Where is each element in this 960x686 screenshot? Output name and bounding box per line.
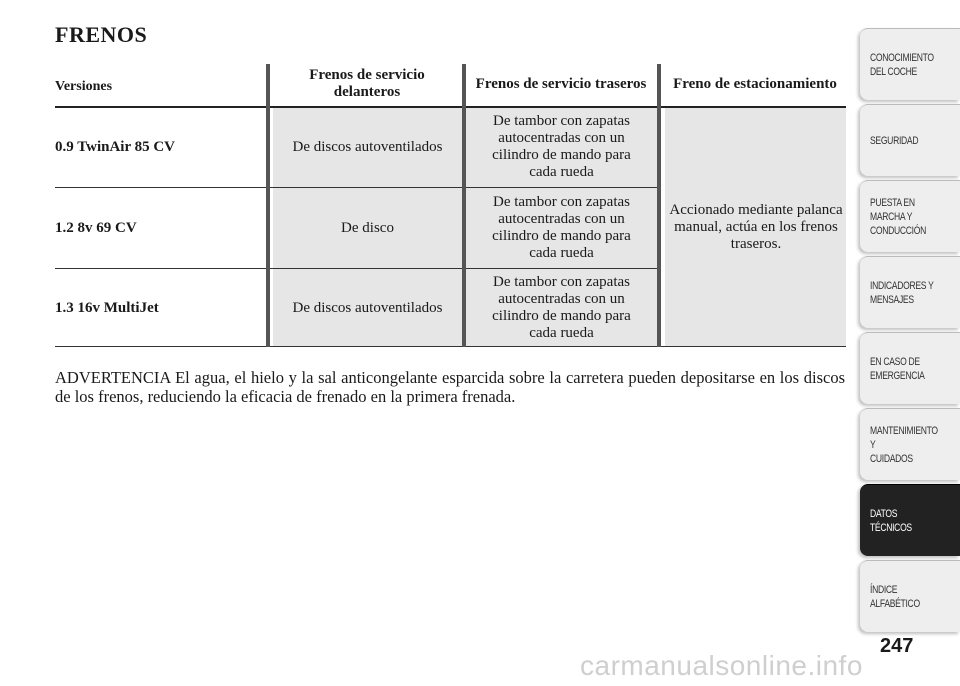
tab-indicadores[interactable] xyxy=(860,256,960,328)
row-rear-brake: De tambor con zapatas autocentradas con un cilindro de mando para cada rueda xyxy=(492,113,631,180)
tab-label: DATOS TÉCNICOS xyxy=(870,507,912,534)
row-version: 1.2 8v 69 CV xyxy=(55,219,137,236)
column-divider xyxy=(657,64,661,347)
tab-conocimiento[interactable] xyxy=(860,28,960,100)
tab-label: EN CASO DE EMERGENCIA xyxy=(870,355,925,382)
page-title: FRENOS xyxy=(55,22,148,47)
tab-seguridad[interactable] xyxy=(860,104,960,176)
warning-text: ADVERTENCIA El agua, el hielo y la sal anticongelante esparcida sobre la carretera pueden depositarse en los discos de los frenos, reduciendo la eficacia de frenado en la primera frenada. xyxy=(55,368,845,406)
row-front-brake: De discos autoventilados xyxy=(292,138,443,155)
header-front: Frenos de servicio delanteros xyxy=(309,67,425,100)
page-number: 247 xyxy=(880,635,914,657)
row-version: 0.9 TwinAir 85 CV xyxy=(55,138,176,155)
watermark: carmanualsonline.info xyxy=(580,650,863,681)
tab-indice[interactable] xyxy=(860,560,960,632)
tab-label: SEGURIDAD xyxy=(870,134,919,147)
tab-emergencia[interactable] xyxy=(860,332,960,404)
header-rear: Frenos de servicio traseros xyxy=(475,75,647,92)
tab-mantenimiento[interactable] xyxy=(860,408,960,480)
row-rear-brake: De tambor con zapatas autocentradas con un cilindro de mando para cada rueda xyxy=(492,274,631,341)
tab-label: PUESTA EN MARCHA Y CONDUCCIÓN xyxy=(870,196,926,237)
tab-label: ÍNDICE ALFABÉTICO xyxy=(870,583,920,610)
column-divider xyxy=(266,64,270,347)
column-divider xyxy=(462,64,466,347)
tab-puesta-en-marcha[interactable] xyxy=(860,180,960,252)
header-versions: Versiones xyxy=(55,78,113,94)
row-front-brake: De discos autoventilados xyxy=(292,299,443,316)
table-bottom-line xyxy=(55,346,846,347)
tab-label: CONOCIMIENTO DEL COCHE xyxy=(870,51,934,78)
tab-label: MANTENIMIENTO Y CUIDADOS xyxy=(870,424,938,465)
tab-label: INDICADORES Y MENSAJES xyxy=(870,279,934,306)
tab-datos-tecnicos[interactable] xyxy=(860,484,960,556)
row-front-brake: De disco xyxy=(341,219,394,236)
row-rear-brake: De tambor con zapatas autocentradas con un cilindro de mando para cada rueda xyxy=(492,194,631,261)
parking-brake-value: Accionado mediante palanca manual, actúa en los frenos traseros. xyxy=(669,202,843,252)
row-version: 1.3 16v MultiJet xyxy=(55,299,159,316)
brakes-table xyxy=(55,64,846,347)
header-parking: Freno de estacionamiento xyxy=(673,75,837,92)
